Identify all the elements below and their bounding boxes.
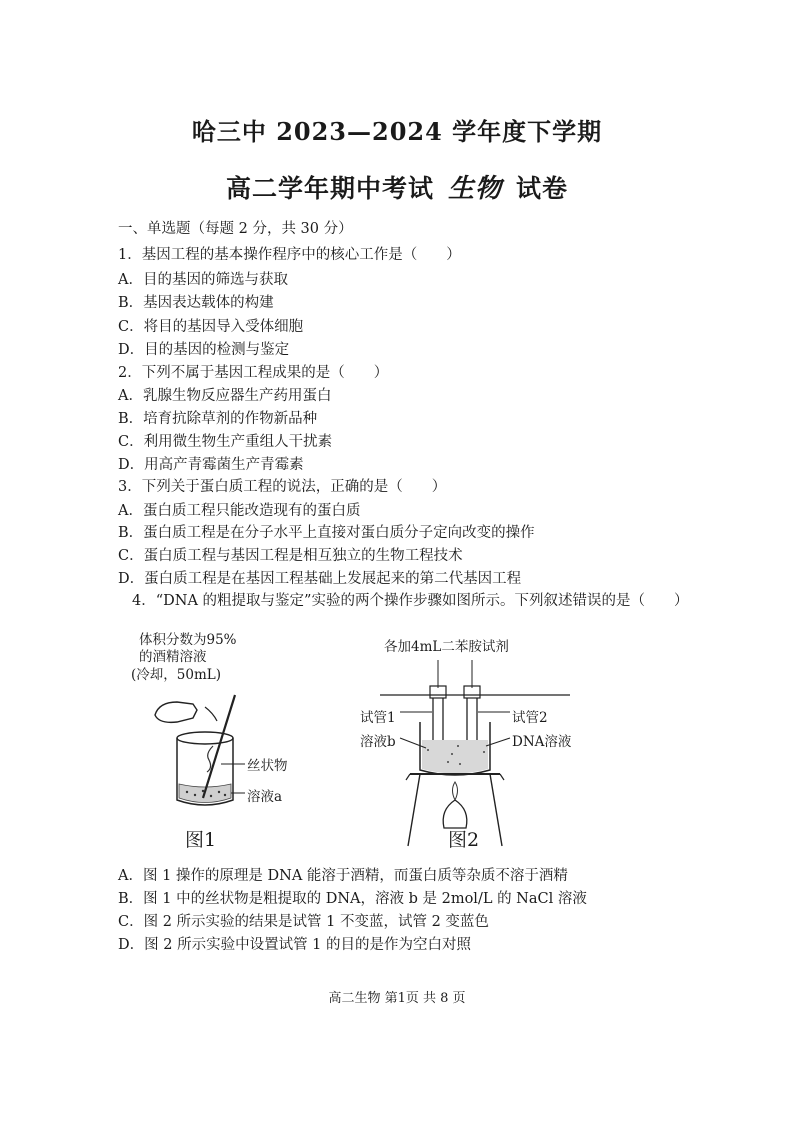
question-2-stem: 2．下列不属于基因工程成果的是（ ） (118, 365, 389, 381)
subtitle-right: 试卷 (516, 174, 569, 203)
question-2-option-a: A．乳腺生物反应器生产药用蛋白 (118, 388, 332, 404)
question-2-option-c: C．利用微生物生产重组人干扰素 (118, 434, 333, 450)
alcohol-lamp-icon (443, 800, 467, 828)
fig2-water-bath-diagram (360, 650, 590, 850)
question-2-option-d: D．用高产青霉菌生产青霉素 (118, 457, 304, 473)
glass-rod-icon (203, 695, 235, 798)
page-footer: 高二生物 第1页 共 8 页 (328, 991, 466, 1006)
question-4-stem: 4．“DNA 的粗提取与鉴定”实验的两个操作步骤如图所示。下列叙述错误的是（ ） (132, 593, 689, 609)
fig1-label-ethanol-1: 体积分数为95% (139, 632, 237, 648)
question-1-option-b: B．基因表达载体的构建 (118, 295, 274, 311)
question-1-option-a: A．目的基因的筛选与获取 (118, 272, 288, 288)
fig1-label-ethanol-2: 的酒精溶液 (139, 649, 207, 665)
fig2-label-solution-b: 溶液b (360, 734, 396, 750)
subtitle-left: 高二学年期中考试 (225, 174, 434, 203)
question-4-option-c: C．图 2 所示实验的结果是试管 1 不变蓝，试管 2 变蓝色 (118, 914, 489, 930)
fig1-beaker-diagram (125, 680, 325, 880)
fig2-label-tube1: 试管1 (360, 710, 396, 726)
section-heading: 一、单选题（每题 2 分，共 30 分） (118, 221, 353, 237)
question-3-option-d: D．蛋白质工程是在基因工程基础上发展起来的第二代基因工程 (118, 571, 522, 587)
fig2-label-dna-solution: DNA溶液 (512, 734, 572, 750)
question-4-option-d: D．图 2 所示实验中设置试管 1 的目的是作为空白对照 (118, 937, 472, 953)
exam-subtitle (0, 168, 794, 205)
figure-2 (360, 630, 590, 855)
figure-1 (125, 625, 325, 855)
question-1-stem: 1．基因工程的基本操作程序中的核心工作是（ ） (118, 247, 461, 263)
question-1-option-d: D．目的基因的检测与鉴定 (118, 342, 290, 358)
question-1-option-c: C．将目的基因导入受体细胞 (118, 319, 304, 335)
question-3-option-a: A．蛋白质工程只能改造现有的蛋白质 (118, 503, 361, 519)
question-2-option-b: B．培育抗除草剂的作物新品种 (118, 411, 318, 427)
fig2-label-tube2: 试管2 (512, 710, 548, 726)
question-4-option-a: A．图 1 操作的原理是 DNA 能溶于酒精，而蛋白质等杂质不溶于酒精 (118, 868, 568, 884)
reagent-bottle-icon (155, 702, 197, 722)
question-3-option-b: B．蛋白质工程是在分子水平上直接对蛋白质分子定向改变的操作 (118, 525, 535, 541)
fig1-label-ethanol-3: (冷却，50mL) (131, 667, 221, 683)
flame-icon (453, 782, 458, 800)
fig1-label-solution-a: 溶液a (247, 789, 283, 805)
question-3-stem: 3．下列关于蛋白质工程的说法，正确的是（ ） (118, 479, 447, 495)
fig2-label-reagent: 各加4mL二苯胺试剂 (384, 639, 509, 655)
fig1-label-strand: 丝状物 (247, 758, 288, 774)
fig2-caption: 图2 (448, 829, 480, 851)
subject-name: 生物 (447, 174, 502, 204)
exam-title: 哈三中 2023—2024 学年度下学期 (191, 117, 603, 146)
fig1-caption: 图1 (185, 829, 217, 851)
question-4-option-b: B．图 1 中的丝状物是粗提取的 DNA，溶液 b 是 2mol/L 的 NaCl 溶液 (118, 891, 587, 907)
question-3-option-c: C．蛋白质工程与基因工程是相互独立的生物工程技术 (118, 548, 463, 564)
